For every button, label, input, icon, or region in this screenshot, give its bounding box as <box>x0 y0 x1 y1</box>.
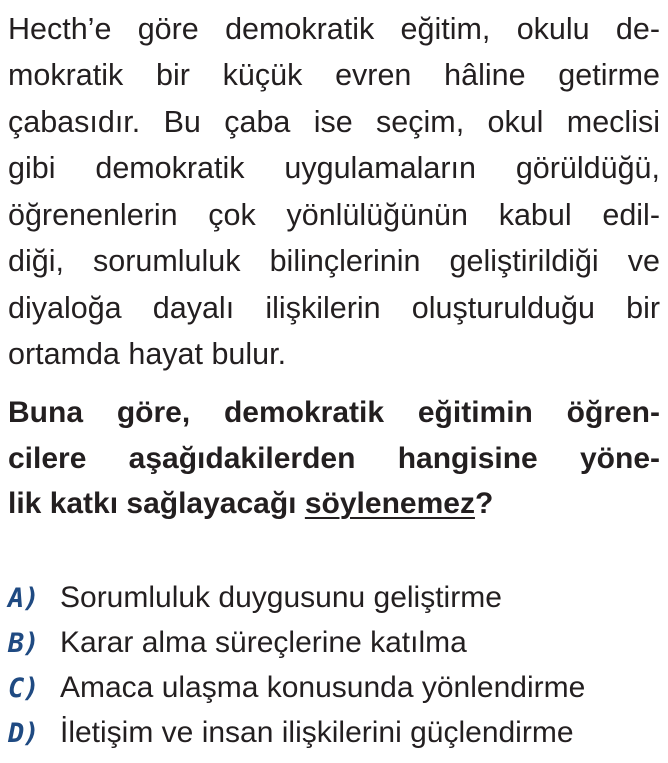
passage-line: diği, sorumluluk bilinçlerinin geliştirildiği ve <box>8 244 660 278</box>
passage-line: gibi demokratik uygulamaların görüldüğü, <box>8 151 660 185</box>
option-text: Amaca ulaşma konusunda yönlendirme <box>60 671 586 704</box>
passage-line: mokratik bir küçük evren hâline getirme <box>8 58 660 92</box>
option-a[interactable] <box>8 575 660 621</box>
option-b[interactable] <box>8 620 660 666</box>
option-d[interactable] <box>8 710 660 756</box>
option-letter: A) <box>8 583 39 614</box>
passage-line: Hecth’e göre demokratik eğitim, okulu de- <box>8 12 660 46</box>
option-letter: B) <box>8 628 39 659</box>
passage-line: ortamda hayat bulur. <box>8 337 287 371</box>
option-letter: C) <box>8 673 39 704</box>
option-text: Sorumluluk duygusunu geliştirme <box>60 581 502 614</box>
passage-line: öğrenenlerin çok yönlülüğünün kabul edil- <box>8 198 660 232</box>
question-line: Buna göre, demokratik eğitimin öğren- <box>8 396 660 429</box>
passage-line: çabasıdır. Bu çaba ise seçim, okul meclisi <box>8 105 660 139</box>
option-c[interactable] <box>8 665 660 711</box>
option-letter: D) <box>8 718 39 749</box>
option-text: Karar alma süreçlerine katılma <box>60 626 467 659</box>
question-mark: ? <box>474 487 494 520</box>
question-text: lik katkı sağlayacağı <box>8 487 305 520</box>
question-line: cilere aşağıdakilerden hangisine yöne- <box>8 442 660 475</box>
negative-emphasis: söylenemez <box>304 487 475 520</box>
question-line <box>8 481 660 527</box>
passage-line: diyaloğa dayalı ilişkilerin oluşturulduğu bir <box>8 291 660 325</box>
option-text: İletişim ve insan ilişkilerini güçlendirme <box>60 716 574 749</box>
